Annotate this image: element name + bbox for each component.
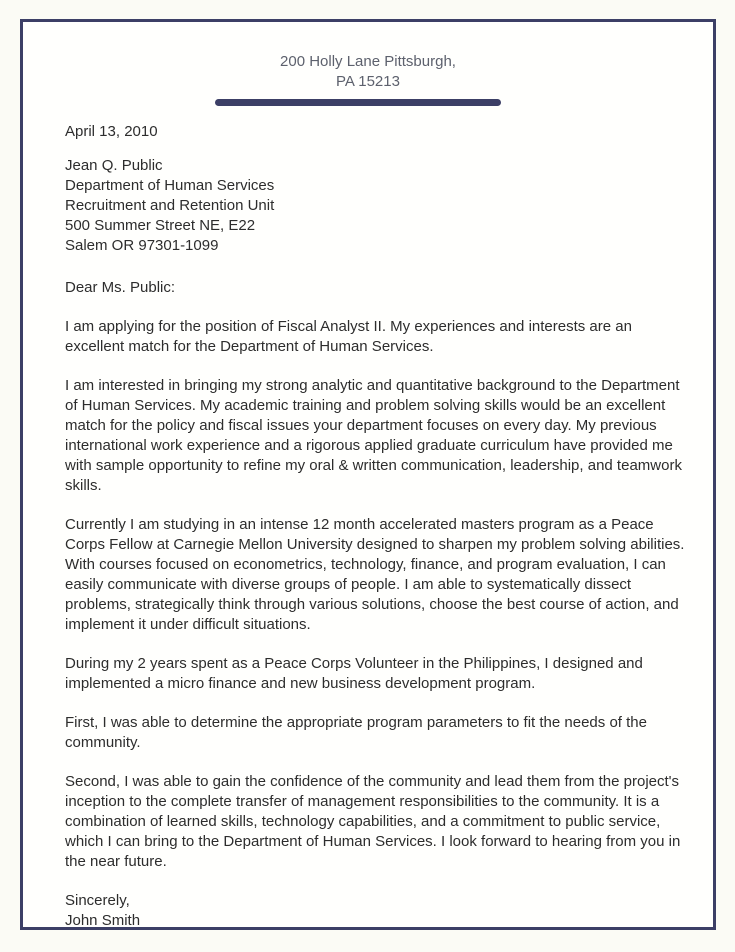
paragraph-3: Currently I am studying in an intense 12 month accelerated masters program as a Peace Corps Fellow at Carnegie Mellon University designed to sharpen my problem solving abilities. With courses focused on econometrics, technology, finance, and program evaluation, I can easily communicate with diverse groups of people. I am able to systematically dissect problems, strategically think through various solutions, choose the best course of action, and implement it under difficult situations.: [65, 516, 685, 633]
sender-address: [23, 22, 713, 92]
recipient-city: Salem OR 97301-1099: [65, 237, 219, 254]
recipient-unit: Recruitment and Retention Unit: [65, 197, 275, 214]
letter-date: April 13, 2010: [65, 123, 158, 140]
recipient-street: 500 Summer Street NE, E22: [65, 217, 256, 234]
paragraph-4: During my 2 years spent as a Peace Corps Volunteer in the Philippines, I designed and implemented a micro finance and new business development program.: [65, 655, 643, 692]
header-divider: [215, 99, 501, 106]
closing-block: [65, 891, 689, 931]
closing: Sincerely,: [65, 892, 130, 909]
recipient-name: Jean Q. Public: [65, 157, 163, 174]
paragraph-5: First, I was able to determine the appropriate program parameters to fit the needs of the community.: [65, 714, 647, 751]
letter-body: [23, 106, 713, 931]
page-frame: [20, 19, 716, 930]
recipient-block: [65, 156, 689, 256]
sender-address-line1: 200 Holly Lane Pittsburgh,: [280, 53, 456, 70]
paragraph-2: I am interested in bringing my strong analytic and quantitative background to the Department of Human Services. My academic training and problem solving skills would be an excellent match for the policy and fiscal issues your department focuses on every day. My previous international work experience and a rigorous applied graduate curriculum have provided me with sample opportunity to refine my oral & written communication, leadership, and teamwork skills.: [65, 377, 682, 494]
paragraph-6: Second, I was able to gain the confidence of the community and lead them from the project's inception to the complete transfer of management responsibilities to the community. It is a combination of learned skills, technology capabilities, and a commitment to public service, which I can bring to the Department of Human Services. I look forward to hearing from you in the near future.: [65, 773, 681, 870]
sender-address-line2: PA 15213: [336, 73, 400, 90]
signature: John Smith: [65, 912, 141, 929]
recipient-org: Department of Human Services: [65, 177, 275, 194]
paragraph-1: I am applying for the position of Fiscal Analyst II. My experiences and interests are an excellent match for the Department of Human Services.: [65, 318, 632, 355]
salutation: Dear Ms. Public:: [65, 279, 176, 296]
